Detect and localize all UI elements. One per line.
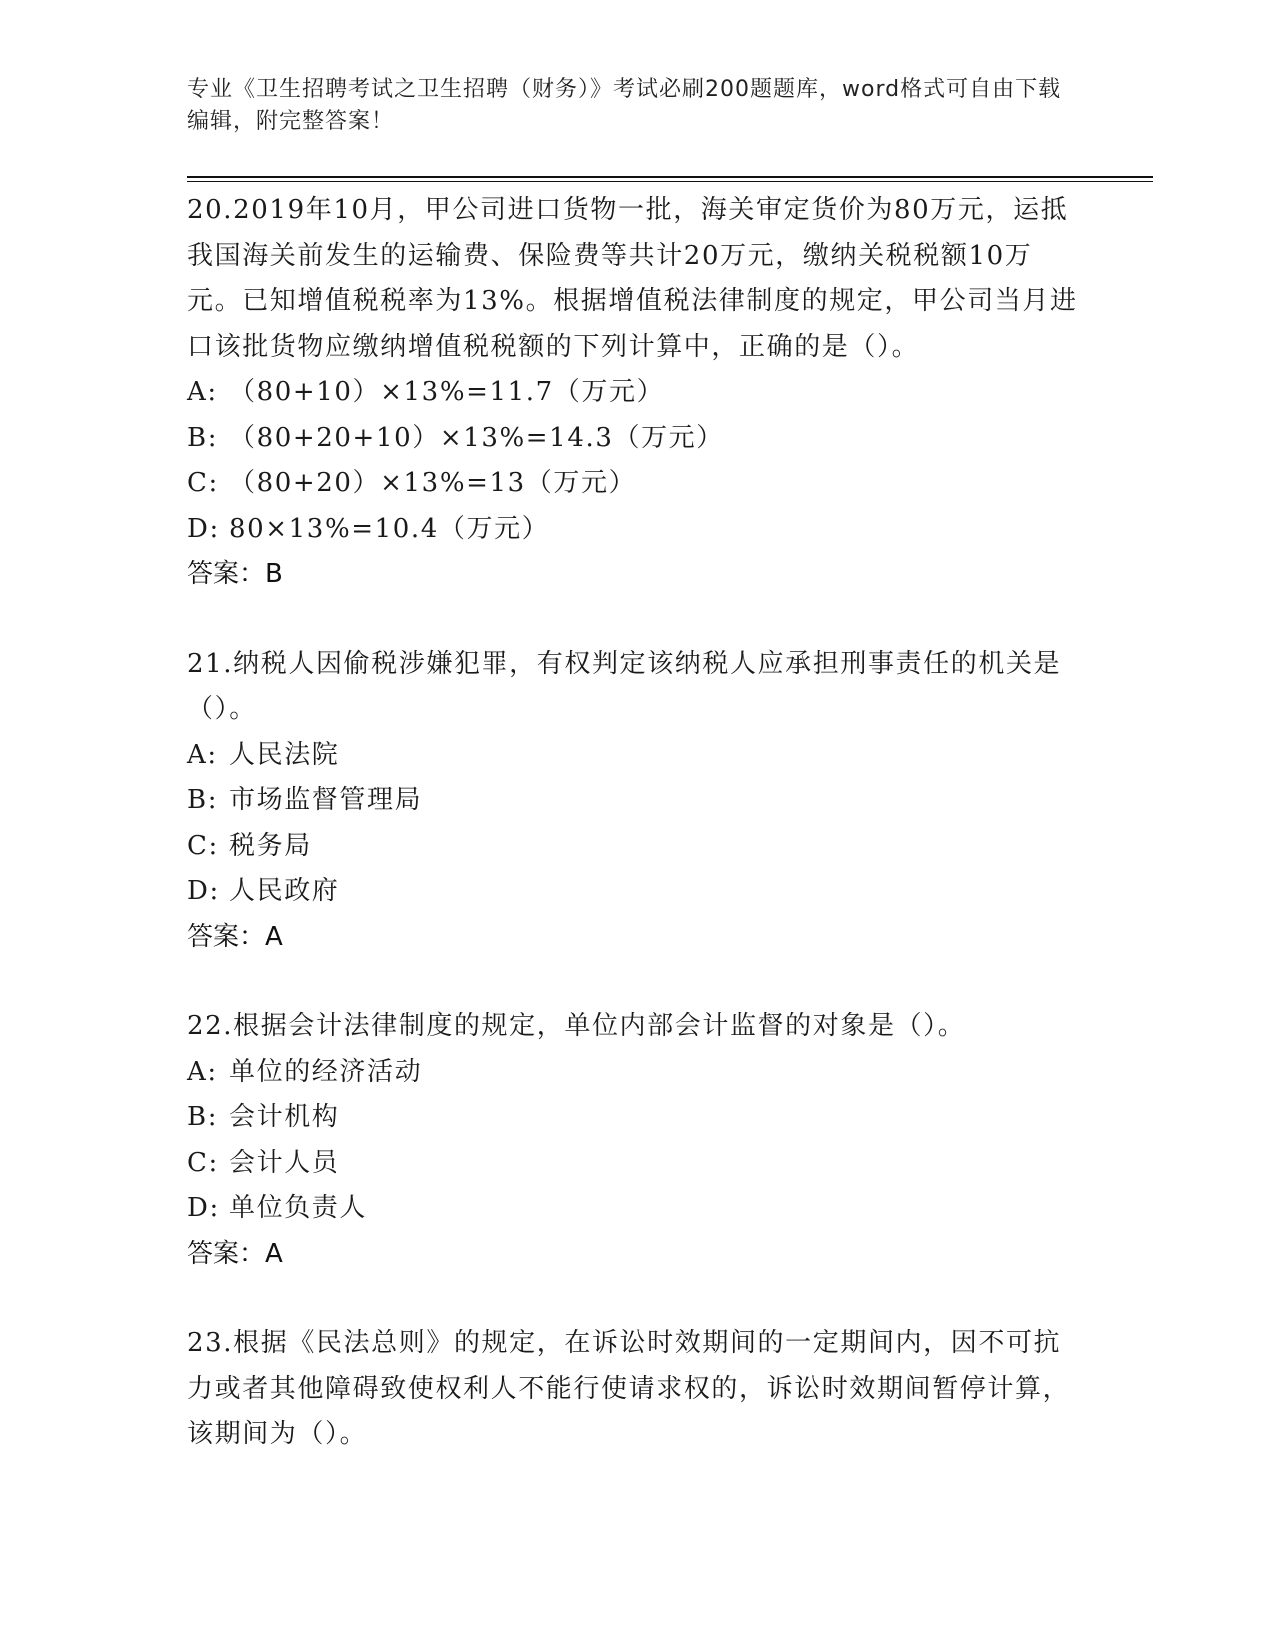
- document-header: 专业《卫生招聘考试之卫生招聘（财务）》考试必刷200题题库，word格式可自由下载编辑，附完整答案！: [187, 77, 1062, 134]
- option-c: [187, 1141, 1087, 1187]
- answer-line: 答案：A: [187, 1238, 283, 1269]
- question-22: [187, 1004, 1087, 1277]
- question-23: [187, 1321, 1087, 1458]
- option-a: [187, 1050, 1087, 1096]
- question-20: [187, 188, 1087, 598]
- question-21: [187, 642, 1087, 961]
- option-a: [187, 370, 1087, 416]
- question-stem: 22.根据会计法律制度的规定，单位内部会计监督的对象是（）。: [187, 1011, 966, 1041]
- option-letter: D:: [187, 513, 220, 544]
- option-letter: C:: [187, 468, 219, 498]
- option-a: [187, 733, 1087, 779]
- option-b: [187, 1095, 1087, 1141]
- question-stem: 20.2019年10月，甲公司进口货物一批，海关审定货价为80万元，运抵我国海关前发生的运输费、保险费等共计20万元，缴纳关税税额10万元。已知增值税税率为13%。根据增值税法律制度的规定，甲公司当月进口该批货物应缴纳增值税税额的下列计算中，正确的是（）。: [187, 195, 1078, 362]
- option-text: 单位的经济活动: [229, 1056, 423, 1087]
- option-letter: D:: [187, 1193, 220, 1223]
- option-letter: B:: [187, 422, 219, 453]
- header-rule-thick: [187, 176, 1153, 178]
- option-c: [187, 824, 1087, 870]
- option-text: 市场监督管理局: [229, 785, 423, 815]
- option-letter: B:: [187, 785, 219, 815]
- option-text: 80×13%=10.4（万元）: [229, 513, 550, 544]
- option-c: [187, 461, 1087, 507]
- option-letter: C:: [187, 1147, 219, 1178]
- option-letter: D:: [187, 876, 220, 906]
- option-letter: A:: [187, 377, 218, 407]
- option-b: [187, 778, 1087, 824]
- option-text: （80+10）×13%=11.7（万元）: [229, 377, 665, 407]
- option-letter: C:: [187, 830, 219, 861]
- answer-line: 答案：A: [187, 921, 283, 952]
- question-list: [187, 188, 1087, 1502]
- option-d: [187, 1186, 1087, 1232]
- header-rule-thin: [187, 181, 1153, 182]
- option-text: 单位负责人: [229, 1193, 368, 1223]
- option-text: 会计人员: [229, 1147, 340, 1178]
- option-b: [187, 416, 1087, 462]
- question-stem: 21.纳税人因偷税涉嫌犯罪，有权判定该纳税人应承担刑事责任的机关是（）。: [187, 648, 1062, 724]
- option-d: [187, 507, 1087, 553]
- option-text: 税务局: [229, 830, 312, 861]
- option-letter: A:: [187, 1056, 218, 1087]
- option-text: （80+20+10）×13%=14.3（万元）: [229, 422, 724, 453]
- option-letter: A:: [187, 739, 218, 770]
- option-text: （80+20）×13%=13（万元）: [229, 468, 637, 498]
- option-d: [187, 869, 1087, 915]
- option-text: 会计机构: [229, 1102, 340, 1132]
- question-stem: 23.根据《民法总则》的规定，在诉讼时效期间的一定期间内，因不可抗力或者其他障碍致使权利人不能行使请求权的，诉讼时效期间暂停计算，该期间为（）。: [187, 1328, 1071, 1449]
- answer-line: 答案：B: [187, 559, 283, 589]
- option-text: 人民政府: [229, 876, 340, 906]
- option-letter: B:: [187, 1102, 219, 1132]
- option-text: 人民法院: [229, 739, 340, 770]
